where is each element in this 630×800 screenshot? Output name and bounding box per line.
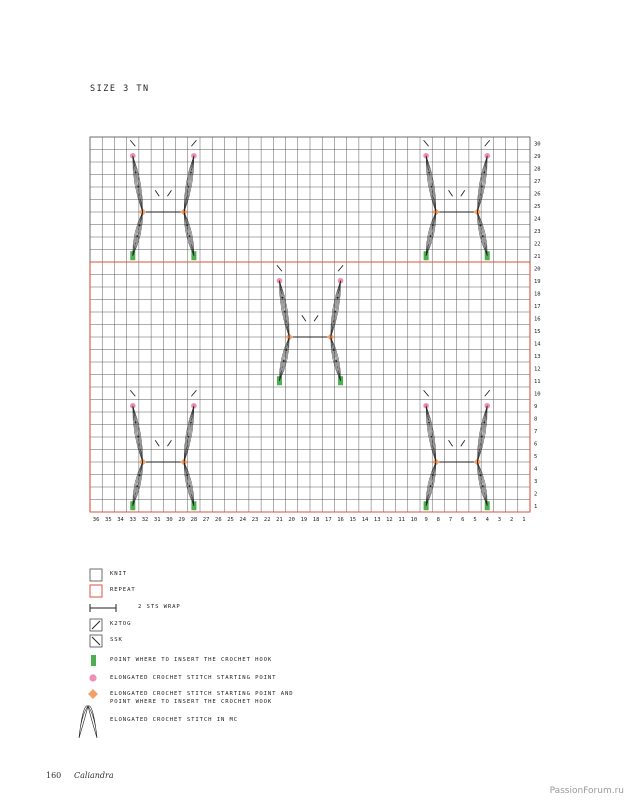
- column-number-label: 35: [105, 517, 112, 523]
- page-footer: [46, 771, 114, 780]
- column-number-label: 11: [398, 517, 405, 523]
- row-number-label: 18: [534, 291, 541, 298]
- row-number-label: 7: [534, 428, 538, 435]
- row-number-label: 17: [534, 303, 541, 310]
- petal-dot: [139, 474, 141, 476]
- legend-label: ELONGATED CROCHET STITCH STARTING POINT AND POINT WHERE TO INSERT THE CROCHET HOOK: [110, 691, 294, 705]
- row-number-label: 30: [534, 141, 541, 148]
- column-number-label: 24: [239, 517, 247, 523]
- legend-label: KNIT: [110, 571, 128, 577]
- petal-dot: [135, 172, 137, 174]
- petal-dot: [189, 235, 191, 237]
- row-number-label: 15: [534, 328, 541, 335]
- column-number-label: 25: [227, 517, 234, 523]
- petal-dot: [334, 311, 336, 313]
- k2tog-slash-icon: [88, 618, 104, 632]
- repeat-square-icon: [88, 584, 104, 598]
- legend-label: POINT WHERE TO INSERT THE CROCHET HOOK: [110, 657, 273, 663]
- column-number-label: 19: [300, 517, 308, 523]
- watermark: PassionForum.ru: [549, 786, 624, 796]
- column-number-label: 33: [129, 517, 137, 523]
- column-number-label: 29: [178, 517, 185, 523]
- row-number-label: 16: [534, 316, 541, 323]
- row-number-label: 1: [534, 503, 538, 510]
- row-number-label: 19: [534, 278, 541, 285]
- petal-dot: [283, 360, 285, 362]
- column-number-label: 10: [410, 517, 418, 523]
- column-number-label: 13: [373, 517, 381, 523]
- row-number-label: 13: [534, 353, 541, 360]
- column-number-label: 2: [510, 517, 514, 523]
- pink-dot-icon: [88, 672, 104, 686]
- column-number-label: 22: [263, 517, 271, 523]
- row-number-label: 10: [534, 391, 541, 398]
- column-number-label: 7: [448, 517, 453, 523]
- petal-dot: [335, 360, 337, 362]
- column-number-label: 17: [325, 517, 332, 523]
- petal-dot: [137, 186, 139, 188]
- petal-dot: [431, 436, 433, 438]
- legend-label: K2TOG: [110, 621, 132, 627]
- row-number-label: 14: [534, 341, 541, 348]
- petal-dot: [186, 224, 188, 226]
- petal-dot: [481, 186, 483, 188]
- column-number-label: 14: [361, 517, 369, 523]
- column-number-label: 4: [485, 517, 489, 523]
- column-number-label: 36: [92, 517, 100, 523]
- row-number-label: 8: [534, 416, 538, 423]
- petal-dot: [431, 186, 433, 188]
- column-number-label: 3: [497, 517, 502, 523]
- column-number-label: 26: [215, 517, 222, 523]
- petal-dot: [479, 474, 481, 476]
- row-number-label: 25: [534, 203, 541, 210]
- petal-dot: [428, 172, 430, 174]
- page-number: 160: [46, 771, 62, 780]
- row-number-label: 9: [534, 403, 538, 410]
- petal-dot: [188, 436, 190, 438]
- petal-dot: [333, 349, 335, 351]
- column-number-label: 27: [202, 517, 210, 523]
- petal-dot: [188, 186, 190, 188]
- column-number-label: 8: [436, 517, 440, 523]
- elongated-stitch-icon: [78, 700, 98, 740]
- petal-dot: [479, 224, 481, 226]
- petal-dot: [481, 436, 483, 438]
- petal-dot: [136, 235, 138, 237]
- row-number-label: 12: [534, 366, 541, 373]
- row-number-label: 5: [534, 453, 538, 460]
- legend-label: 2 STS WRAP: [138, 604, 181, 610]
- column-number-label: 30: [166, 517, 173, 523]
- row-number-label: 4: [534, 466, 538, 473]
- petal-dot: [137, 436, 139, 438]
- column-number-label: 1: [522, 517, 526, 523]
- petal-dot: [139, 224, 141, 226]
- column-number-label: 5: [473, 517, 477, 523]
- book-name: Caliandra: [74, 771, 114, 780]
- petal-dot: [432, 474, 434, 476]
- row-number-label: 2: [534, 491, 538, 498]
- column-number-label: 18: [312, 517, 320, 523]
- column-number-label: 34: [117, 517, 124, 523]
- petal-dot: [482, 485, 484, 487]
- petal-dot: [190, 172, 192, 174]
- row-number-label: 11: [534, 378, 541, 385]
- row-number-label: 22: [534, 241, 541, 248]
- column-number-label: 21: [276, 517, 283, 523]
- petal-dot: [483, 422, 485, 424]
- column-number-label: 6: [461, 517, 465, 523]
- petal-dot: [189, 485, 191, 487]
- page-title: SIZE 3 TN: [90, 84, 150, 94]
- row-number-label: 3: [534, 478, 538, 485]
- column-number-label: 31: [153, 517, 161, 523]
- legend-label: REPEAT: [110, 587, 136, 593]
- petal-dot: [186, 474, 188, 476]
- petal-dot: [432, 224, 434, 226]
- column-number-label: 32: [141, 517, 149, 523]
- green-hook-marker-icon: [88, 654, 104, 668]
- column-number-label: 15: [349, 517, 357, 523]
- legend-label: ELONGATED CROCHET STITCH STARTING POINT: [110, 675, 277, 681]
- row-number-label: 29: [534, 153, 541, 160]
- row-number-label: 23: [534, 228, 541, 235]
- petal-dot: [337, 297, 339, 299]
- row-number-label: 21: [534, 253, 541, 260]
- row-number-label: 20: [534, 266, 541, 273]
- petal-dot: [482, 235, 484, 237]
- column-number-label: 16: [337, 517, 344, 523]
- petal-dot: [190, 422, 192, 424]
- ssk-backslash-icon: [88, 634, 104, 648]
- petal-dot: [135, 422, 137, 424]
- petal-dot: [136, 485, 138, 487]
- column-number-label: 9: [424, 517, 428, 523]
- column-number-label: 12: [386, 517, 393, 523]
- row-number-label: 6: [534, 441, 538, 448]
- row-number-label: 27: [534, 178, 541, 185]
- row-number-label: 24: [534, 216, 541, 223]
- knit-square-icon: [88, 568, 104, 582]
- legend-label: SSK: [110, 637, 123, 643]
- wrap-bar-icon: [88, 601, 118, 615]
- petal-dot: [483, 172, 485, 174]
- petal-dot: [430, 485, 432, 487]
- petal-dot: [428, 422, 430, 424]
- column-number-label: 20: [288, 517, 295, 523]
- column-number-label: 28: [190, 517, 198, 523]
- row-number-label: 28: [534, 166, 541, 173]
- column-number-label: 23: [251, 517, 259, 523]
- petal-dot: [430, 235, 432, 237]
- legend-label: ELONGATED CROCHET STITCH IN MC: [110, 717, 239, 723]
- petal-dot: [281, 297, 283, 299]
- petal-dot: [285, 349, 287, 351]
- petal-dot: [284, 311, 286, 313]
- row-number-label: 26: [534, 191, 541, 198]
